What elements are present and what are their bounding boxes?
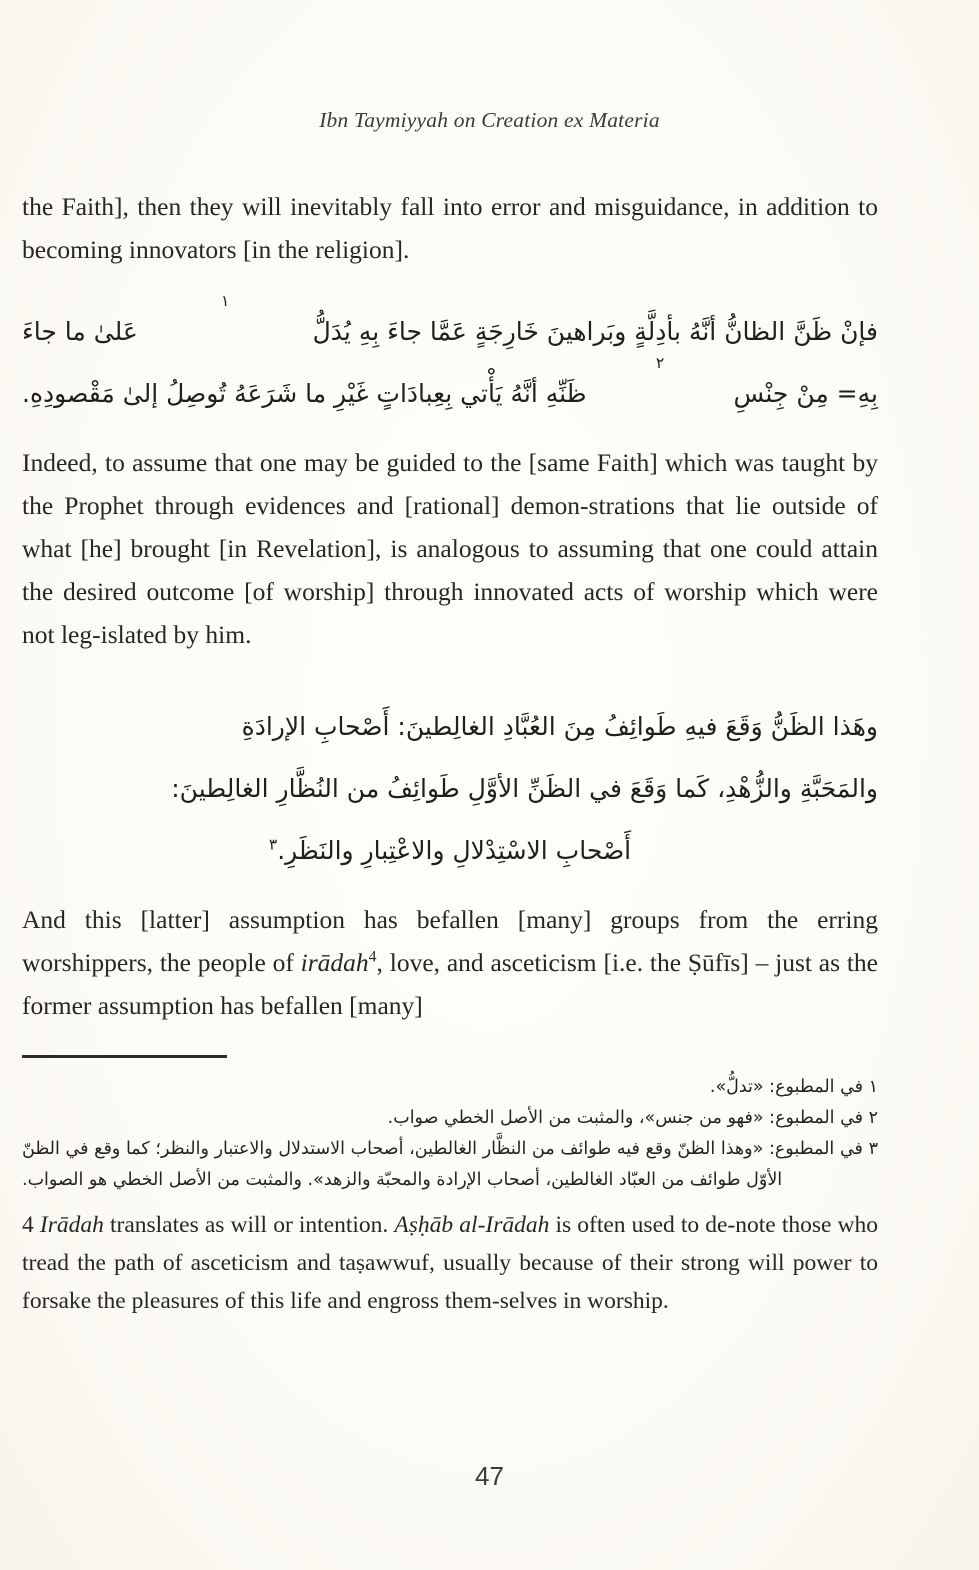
footnote-marker-3: ٣ [268, 835, 278, 854]
arabic-text: ظَنِّهِ أنَّهُ يَأْتي بِعِبادَاتٍ غَيْرِ ما شَرَعَهُ تُوصِلُ إلىٰ مَقْصودِهِ. [22, 379, 587, 408]
footnote-2: ٢ في المطبوع: «فهو من جنس»، والمثبت من الأصل الخطي صواب. [387, 1108, 878, 1128]
arabic-text: أَصْحابِ الاسْتِدْلالِ والاعْتِبارِ والنَظَرِ. [277, 836, 632, 865]
term-ashab-al-iradah-italic: Aṣḥāb al-Irādah [394, 1212, 550, 1238]
spacer [22, 656, 878, 696]
arabic-line: والمَحَبَّةِ والزُّهْدِ، كَما وَقَعَ في الظَنِّ الأوَّلِ طَوائِفُ من النُظَّارِ الغالِطينَ: [171, 774, 878, 803]
footnote-4-text-b: is often used to de-note those who tread the path of asceticism and taṣawwuf, usually because of their strong will power to forsake the pleasures of this life and engross them-selves in worship. [22, 1212, 879, 1314]
footnote-1: ١ في المطبوع: «تدلُّ». [709, 1077, 878, 1097]
running-head: Ibn Taymiyyah on Creation ex Materia [319, 108, 660, 132]
spacer [22, 425, 878, 441]
footnote-marker-2: ٢ [655, 354, 665, 372]
footnote-4-text-a: translates as will or intention. [103, 1212, 395, 1238]
paragraph-1: the Faith], then they will inevitably fall into error and misguidance, in addition to becoming innovators [in the religion]. [22, 192, 878, 264]
paragraph-3-lead: And this [latter] assumption has befallen [many] groups from the erring worshippers, the people of [22, 905, 878, 977]
arabic-quotation-1 [22, 292, 878, 425]
paragraph-2: Indeed, to assume that one may be guided to the [same Faith] which was taught by the Prophet through evidences and [rational] demon-strations that lie outside of what [he] brought [in Revelation], is analogous to assuming that one could attain the desired outcome [of worship] through innovated acts of worship which were not leg-islated by him. [22, 448, 878, 649]
term-iradah-italic: Irādah [39, 1212, 104, 1238]
footnote-4-number: 4 [22, 1212, 40, 1238]
footnote-marker-4: 4 [368, 948, 377, 966]
arabic-text: عَلىٰ ما جاءَ [22, 317, 138, 346]
arabic-line [22, 292, 878, 363]
arabic-quotation-2 [22, 696, 878, 882]
arabic-text: بِهِ= مِنْ جِنْسِ [733, 379, 878, 408]
footnote-separator-rule [22, 1055, 227, 1058]
footnote-marker-1: ١ [221, 292, 230, 310]
paragraph-3-tail: , love, and asceticism [i.e. the Ṣūfīs] – just as the former assumption has befallen [many] [22, 948, 879, 1020]
paragraph-3 [22, 898, 878, 1027]
footnote-4 [22, 1206, 878, 1320]
page-number: 47 [475, 1461, 504, 1491]
term-iradah: irādah [300, 948, 369, 977]
footnote-section [22, 1055, 878, 1320]
arabic-line [22, 820, 878, 882]
spacer [22, 882, 878, 898]
page-body [22, 185, 878, 1027]
arabic-line [22, 354, 878, 425]
footnote-3: ٣ في المطبوع: «وهذا الظنّ وقع فيه طوائف من النظَّار الغالطين، أصحاب الاستدلال والاعتبار والنظر؛ كما وقع في الظنّ الأوّل طوائف من العبّاد الغالطين، أصحاب الإرادة والمحبّة والزهد». والمثبت من الأصل الخطي هو الصواب. [22, 1139, 878, 1190]
arabic-text: فإنْ ظَنَّ الظانُّ أنَّهُ بأدِلَّةٍ وبَراهينَ خَارِجَةٍ عَمَّا جاءَ بِهِ يُدَلُّ [312, 317, 878, 346]
arabic-line: وهَذا الظَنُّ وَقَعَ فيهِ طَوائِفُ مِنَ العُبَّادِ الغالِطينَ: أَصْحابِ الإرادَةِ [241, 712, 878, 741]
spacer [22, 271, 878, 301]
